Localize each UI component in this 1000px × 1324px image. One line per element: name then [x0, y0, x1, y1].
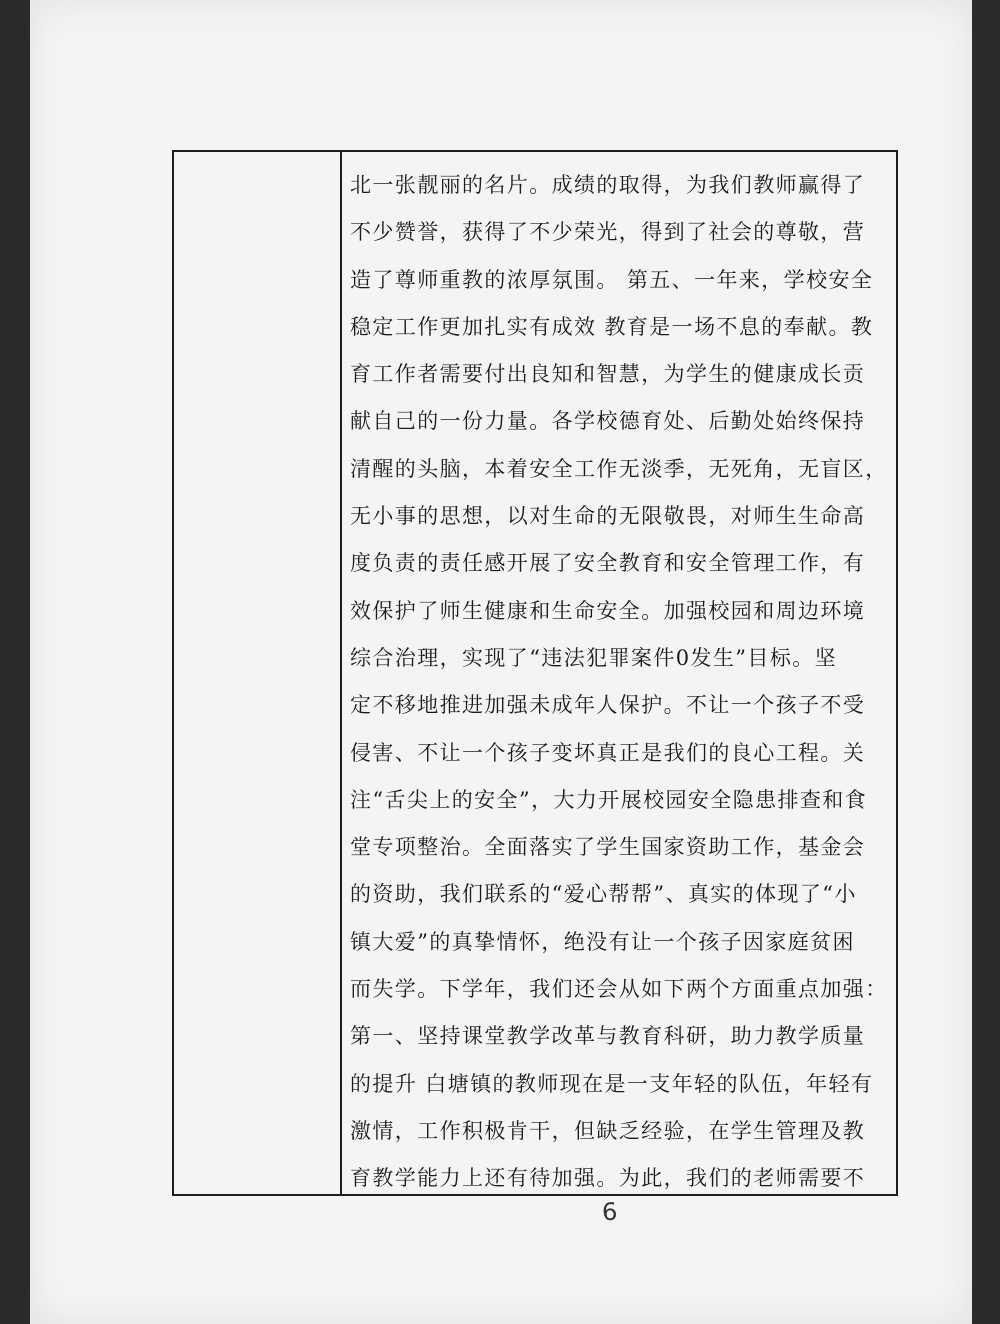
page-number: 6: [601, 1197, 619, 1227]
table-label-cell: [174, 152, 342, 1194]
text-line-22: 育教学能力上还有待加强。为此，我们的老师需要不: [350, 1166, 866, 1191]
text-line-7: 清醒的头脑，本着安全工作无淡季，无死角，无盲区，: [350, 456, 888, 481]
text-line-9: 度负责的责任感开展了安全教育和安全管理工作，有: [350, 551, 866, 576]
table-content-cell: [342, 152, 896, 1194]
text-line-6: 献自己的一份力量。各学校德育处、后勤处始终保持: [350, 409, 866, 434]
text-line-11: 综合治理，实现了“违法犯罪案件0发生”目标。坚: [350, 645, 838, 670]
text-line-8: 无小事的思想，以对生命的无限敬畏，对师生生命高: [350, 504, 866, 529]
text-line-15: 堂专项整治。全面落实了学生国家资助工作，基金会: [350, 835, 866, 860]
text-line-21: 激情，工作积极肯干，但缺乏经验，在学生管理及教: [350, 1118, 866, 1143]
document-page: [30, 0, 972, 1324]
text-line-19: 第一、坚持课堂教学改革与教育科研，助力教学质量: [350, 1024, 866, 1049]
text-line-13: 侵害、不让一个孩子变坏真正是我们的良心工程。关: [350, 740, 866, 765]
text-line-5: 育工作者需要付出良知和智慧，为学生的健康成长贡: [350, 362, 866, 387]
text-line-12: 定不移地推进加强未成年人保护。不让一个孩子不受: [350, 693, 866, 718]
text-line-16: 的资助，我们联系的“爱心帮帮”、真实的体现了“小: [350, 882, 857, 907]
content-table: [172, 150, 898, 1196]
text-line-4: 稳定工作更加扎实有成效 教育是一场不息的奉献。教: [350, 314, 874, 339]
text-line-17: 镇大爱”的真挚情怀，绝没有让一个孩子因家庭贫困: [350, 929, 855, 954]
text-line-20: 的提升 白塘镇的教师现在是一支年轻的队伍，年轻有: [350, 1071, 874, 1096]
text-line-10: 效保护了师生健康和生命安全。加强校园和周边环境: [350, 598, 866, 623]
text-line-2: 不少赞誉，获得了不少荣光，得到了社会的尊敬，营: [350, 220, 866, 245]
text-line-3: 造了尊师重教的浓厚氛围。 第五、一年来，学校安全: [350, 267, 874, 292]
text-line-1: 北一张靓丽的名片。成绩的取得，为我们教师赢得了: [350, 173, 866, 197]
text-line-14: 注“舌尖上的安全”，大力开展校园安全隐患排查和食: [350, 787, 868, 812]
text-line-18: 而失学。下学年，我们还会从如下两个方面重点加强：: [350, 977, 888, 1002]
